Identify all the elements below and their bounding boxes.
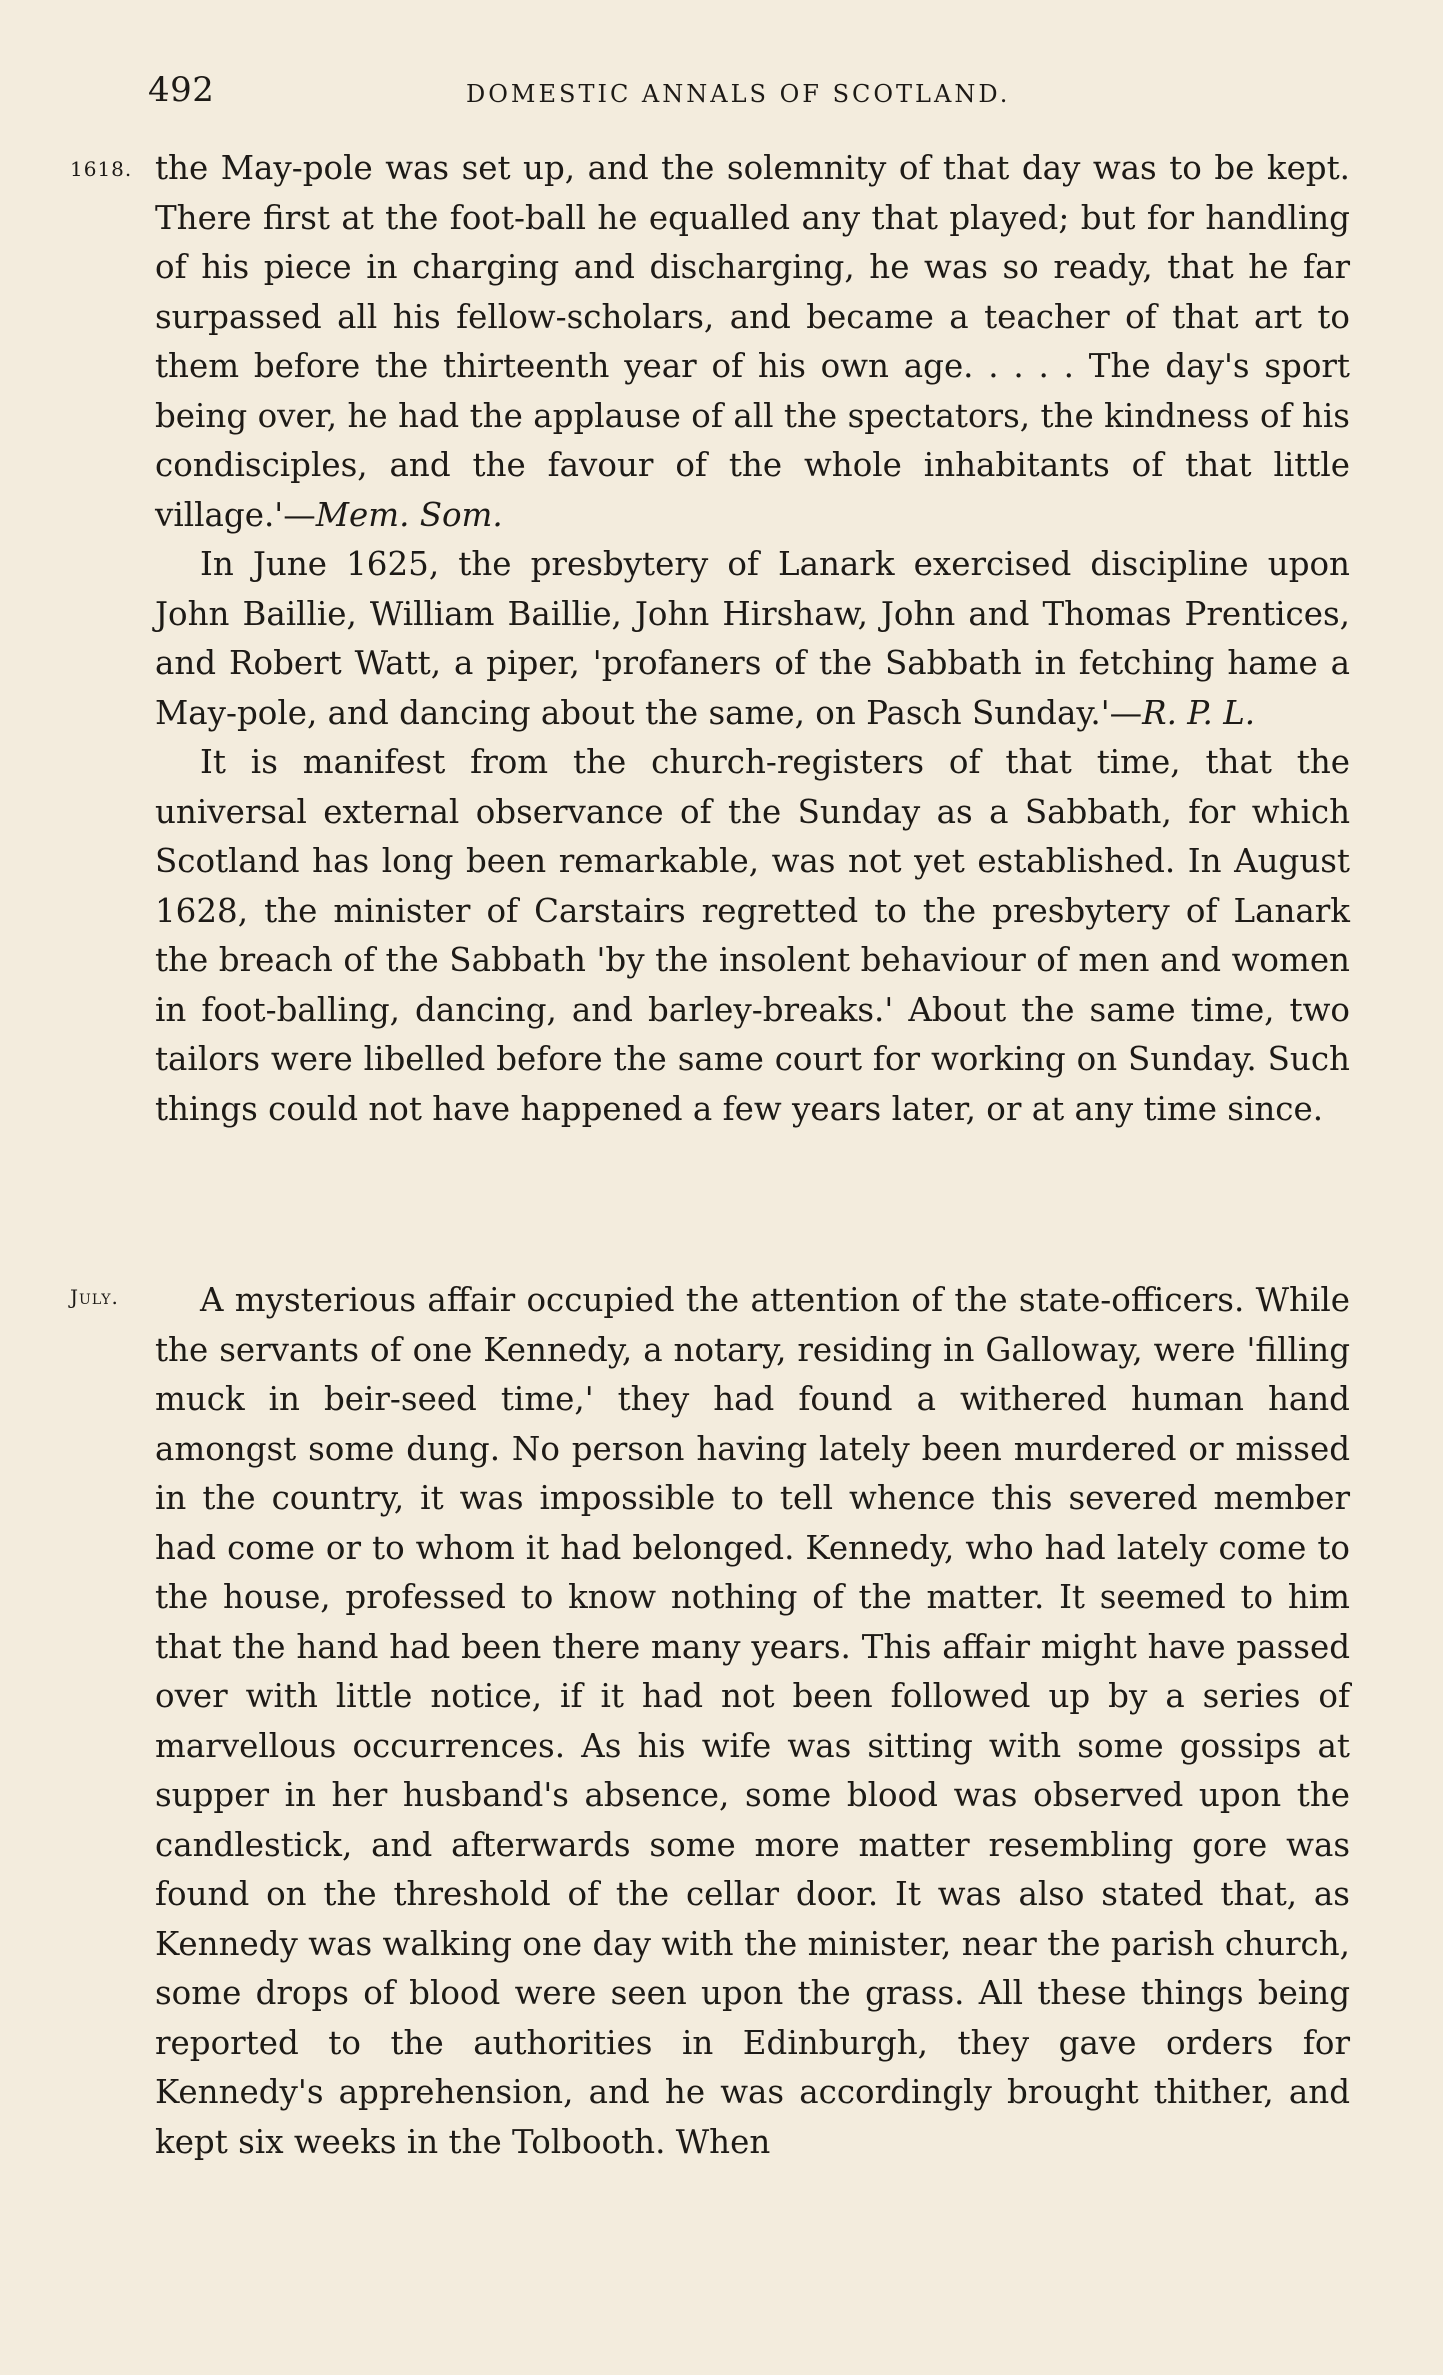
source-citation: R. P. L.: [1142, 693, 1256, 732]
paragraph-continued: [155, 144, 1350, 540]
page-header: [148, 70, 1348, 120]
source-citation: Mem. Som.: [315, 495, 503, 534]
text-block-lower: [155, 1276, 1350, 2167]
text-block-upper: [155, 144, 1350, 1134]
paragraph-text: It is manifest from the church-registers of that time, that the universal external observance of the Sunday as a Sabbath, for which Scotland has long been remarkable, was not yet established. In August 1628, the minister of Carstairs regretted to the presbytery of Lanark the breach of the Sabbath 'by the insolent behaviour of men and women in foot-balling, dancing, and barley-breaks.' About the same time, two tailors were libelled before the same court for working on Sunday. Such things could not have happened a few years later, or at any time since.: [155, 743, 1350, 1128]
paragraph-presbytery: [155, 540, 1350, 738]
paragraph-text: A mysterious affair occupied the attention of the state-officers. While the servants of one Kennedy, a notary, residing in Galloway, were 'filling muck in beir-seed time,' they had found a withered human hand amongst some dung. No person having lately been murdered or missed in the country, it was impossible to tell whence this severed member had come or to whom it had belonged. Kennedy, who had lately come to the house, professed to know nothing of the matter. It seemed to him that the hand had been there many years. This affair might have passed over with little notice, if it had not been followed up by a series of marvellous occurrences. As his wife was sitting with some gossips at supper in her husband's absence, some blood was observed upon the candlestick, and afterwards some more matter resembling gore was found on the threshold of the cellar door. It was also stated that, as Kennedy was walking one day with the minister, near the parish church, some drops of blood were seen upon the grass. All these things being reported to the authorities in Edinburgh, they gave orders for Kennedy's apprehension, and he was accordingly brought thither, and kept six weeks in the Tolbooth. When: [155, 1281, 1350, 2161]
paragraph-text: In June 1625, the presbytery of Lanark exercised discipline upon John Baillie, William Baillie, John Hirshaw, John and Thomas Prentices, and Robert Watt, a piper, 'profaners of the Sabbath in fetching hame a May-pole, and dancing about the same, on Pasch Sunday.'—: [155, 545, 1350, 732]
running-title: DOMESTIC ANNALS OF SCOTLAND.: [466, 80, 1011, 108]
margin-month-note: July.: [70, 1285, 119, 1309]
page-number: 492: [148, 70, 215, 110]
paragraph-text: the May-pole was set up, and the solemnity of that day was to be kept. There first at the foot-ball he equalled any that played; but for handling of his piece in charging and discharging, he was so ready, that he far surpassed all his fellow-scholars, and became a teacher of that art to them before the thirteenth year of his own age. . . . . The day's sport being over, he had the applause of all the spectators, the kindness of his condisciples, and the favour of the whole inhabitants of that little village.'—: [155, 149, 1350, 534]
paragraph-mysterious-affair: [155, 1276, 1350, 2167]
paragraph-sabbath: [155, 738, 1350, 1134]
margin-year-note: 1618.: [70, 157, 133, 181]
